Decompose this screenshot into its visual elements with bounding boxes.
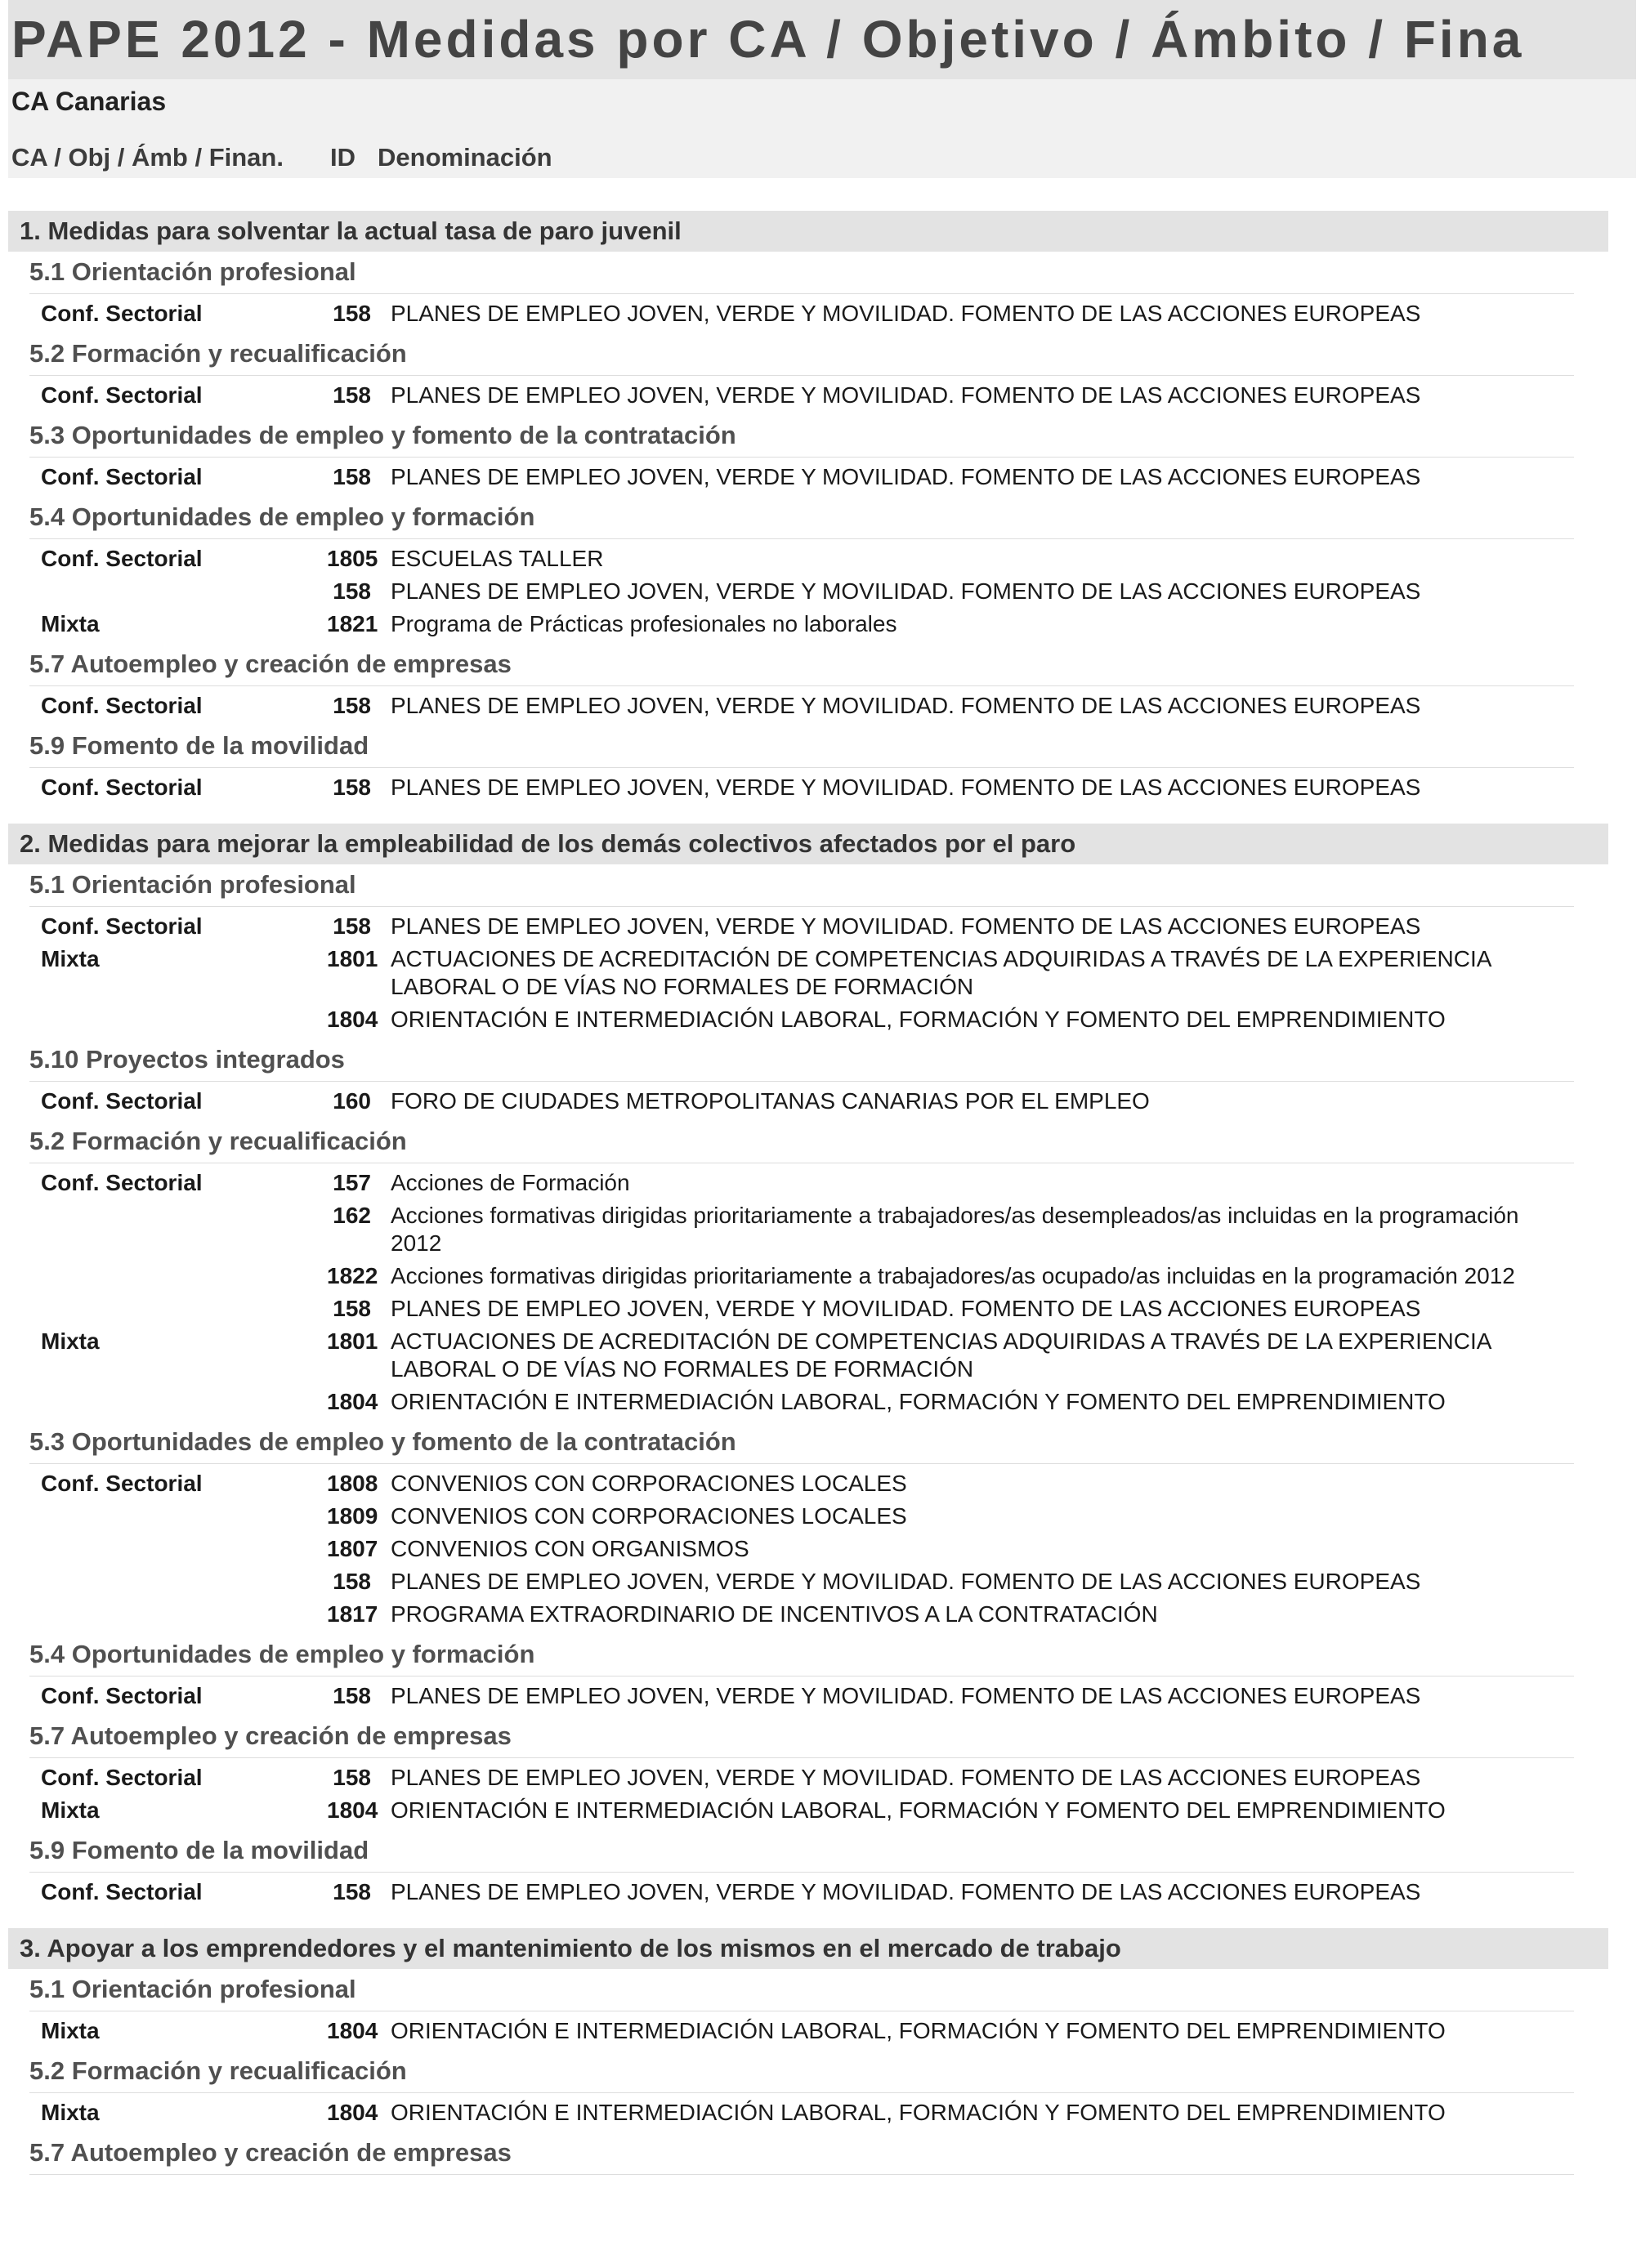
measure-row [0, 1565, 1641, 1598]
measure-row [0, 2096, 1641, 2129]
measure-id: 1807 [327, 1536, 378, 1561]
measure-id: 158 [333, 301, 371, 326]
measure-id: 1822 [327, 1263, 378, 1288]
measure-name: PLANES DE EMPLEO JOVEN, VERDE Y MOVILIDAD. FOMENTO DE LAS ACCIONES EUROPEAS [391, 301, 1421, 326]
measure-row [0, 910, 1641, 943]
measure-id: 158 [333, 1879, 371, 1904]
measure-id: 1804 [327, 1797, 378, 1823]
financing-type: Conf. Sectorial [41, 301, 203, 326]
measure-id: 1808 [327, 1471, 378, 1496]
measure-name: PLANES DE EMPLEO JOVEN, VERDE Y MOVILIDAD. FOMENTO DE LAS ACCIONES EUROPEAS [391, 1296, 1421, 1321]
measure-list [0, 1464, 1641, 1634]
financing-type: Mixta [41, 1328, 100, 1354]
measure-id: 158 [333, 1765, 371, 1790]
measure-name: PLANES DE EMPLEO JOVEN, VERDE Y MOVILIDAD. FOMENTO DE LAS ACCIONES EUROPEAS [391, 913, 1421, 939]
measure-list [0, 2093, 1641, 2132]
measure-row [0, 461, 1641, 493]
financing-type: Conf. Sectorial [41, 775, 203, 800]
financing-type [0, 1502, 327, 1530]
measure-name: PLANES DE EMPLEO JOVEN, VERDE Y MOVILIDAD. FOMENTO DE LAS ACCIONES EUROPEAS [391, 1683, 1421, 1708]
measure-row [0, 690, 1641, 722]
measure-row [0, 2015, 1641, 2047]
measure-id: 1804 [327, 1389, 378, 1414]
scope-title: 5.7 Autoempleo y creación de empresas [29, 1716, 1574, 1758]
financing-type [0, 1295, 327, 1323]
region-label: CA Canarias [11, 87, 167, 116]
financing-type [0, 1601, 327, 1628]
financing-type: Conf. Sectorial [41, 382, 203, 408]
measure-name: FORO DE CIUDADES METROPOLITANAS CANARIAS POR EL EMPLEO [391, 1088, 1150, 1114]
scope-title: 5.7 Autoempleo y creación de empresas [29, 644, 1574, 686]
scope-title: 5.3 Oportunidades de empleo y fomento de la contratación [29, 415, 1574, 458]
financing-type [0, 1006, 327, 1034]
measure-row [0, 297, 1641, 330]
measure-name: CONVENIOS CON CORPORACIONES LOCALES [391, 1471, 907, 1496]
measure-row [0, 379, 1641, 412]
column-header-group: CA / Obj / Ámb / Finan. [11, 143, 284, 172]
measure-name: Acciones de Formación [391, 1170, 630, 1195]
financing-type: Conf. Sectorial [41, 1088, 203, 1114]
measure-id: 1804 [327, 2100, 378, 2125]
measure-list [0, 1873, 1641, 1912]
measure-name: PLANES DE EMPLEO JOVEN, VERDE Y MOVILIDAD. FOMENTO DE LAS ACCIONES EUROPEAS [391, 1569, 1421, 1594]
financing-type: Mixta [41, 611, 100, 636]
measure-row [0, 1260, 1641, 1292]
measure-list [0, 907, 1641, 1039]
measure-list [0, 2011, 1641, 2051]
measure-name: ORIENTACIÓN E INTERMEDIACIÓN LABORAL, FORMACIÓN Y FOMENTO DEL EMPRENDIMIENTO [391, 1007, 1446, 1032]
measure-list [0, 1676, 1641, 1716]
measure-name: ACTUACIONES DE ACREDITACIÓN DE COMPETENCIAS ADQUIRIDAS A TRAVÉS DE LA EXPERIENCIA LABORAL O DE VÍAS NO FORMALES DE FORMACIÓN [391, 946, 1491, 999]
measure-name: Acciones formativas dirigidas prioritariamente a trabajadores/as desempleados/as incluidas en la programación 2012 [391, 1203, 1519, 1256]
measure-id: 1804 [327, 1007, 378, 1032]
financing-type [0, 578, 327, 605]
financing-type: Conf. Sectorial [41, 693, 203, 718]
measure-name: ORIENTACIÓN E INTERMEDIACIÓN LABORAL, FORMACIÓN Y FOMENTO DEL EMPRENDIMIENTO [391, 2018, 1446, 2043]
measure-id: 158 [333, 1683, 371, 1708]
measure-list [0, 458, 1641, 497]
measure-list [0, 1758, 1641, 1830]
measure-name: PLANES DE EMPLEO JOVEN, VERDE Y MOVILIDAD. FOMENTO DE LAS ACCIONES EUROPEAS [391, 775, 1421, 800]
measure-list [0, 1163, 1641, 1422]
measure-id: 1804 [327, 2018, 378, 2043]
measure-row [0, 1167, 1641, 1199]
financing-type [0, 1262, 327, 1290]
page-title: PAPE 2012 - Medidas por CA / Objetivo / Ámbito / Fina [11, 10, 1525, 69]
measure-row [0, 575, 1641, 608]
scope-title: 5.2 Formación y recualificación [29, 333, 1574, 376]
objective-section [0, 211, 1641, 807]
measure-name: PLANES DE EMPLEO JOVEN, VERDE Y MOVILIDAD. FOMENTO DE LAS ACCIONES EUROPEAS [391, 1765, 1421, 1790]
measure-name: ORIENTACIÓN E INTERMEDIACIÓN LABORAL, FORMACIÓN Y FOMENTO DEL EMPRENDIMIENTO [391, 1389, 1446, 1414]
measure-row [0, 608, 1641, 641]
measure-id: 1805 [327, 546, 378, 571]
measure-row [0, 1467, 1641, 1500]
measure-name: ORIENTACIÓN E INTERMEDIACIÓN LABORAL, FORMACIÓN Y FOMENTO DEL EMPRENDIMIENTO [391, 1797, 1446, 1823]
measure-id: 160 [333, 1088, 371, 1114]
report-body [0, 211, 1641, 2175]
measure-row [0, 1680, 1641, 1712]
scope-title: 5.4 Oportunidades de empleo y formación [29, 497, 1574, 539]
objective-title: 3. Apoyar a los emprendedores y el mantenimiento de los mismos en el mercado de trabajo [8, 1928, 1608, 1969]
measure-id: 158 [333, 578, 371, 604]
scope-title: 5.9 Fomento de la movilidad [29, 725, 1574, 768]
measure-row [0, 1325, 1641, 1386]
financing-type: Conf. Sectorial [41, 464, 203, 489]
measure-id: 157 [333, 1170, 371, 1195]
financing-type: Conf. Sectorial [41, 1471, 203, 1496]
financing-type: Conf. Sectorial [41, 1879, 203, 1904]
measure-name: ACTUACIONES DE ACREDITACIÓN DE COMPETENCIAS ADQUIRIDAS A TRAVÉS DE LA EXPERIENCIA LABORAL O DE VÍAS NO FORMALES DE FORMACIÓN [391, 1328, 1491, 1382]
measure-id: 1821 [327, 611, 378, 636]
measure-row [0, 1292, 1641, 1325]
measure-id: 162 [333, 1203, 371, 1228]
objective-title: 2. Medidas para mejorar la empleabilidad de los demás colectivos afectados por el paro [8, 824, 1608, 864]
financing-type [0, 1568, 327, 1596]
financing-type: Mixta [41, 2100, 100, 2125]
measure-id: 158 [333, 913, 371, 939]
measure-row [0, 771, 1641, 804]
financing-type [0, 1388, 327, 1416]
measure-id: 158 [333, 775, 371, 800]
scope-title: 5.1 Orientación profesional [29, 252, 1574, 294]
financing-type: Mixta [41, 2018, 100, 2043]
measure-id: 158 [333, 693, 371, 718]
measure-row [0, 1533, 1641, 1565]
measure-id: 158 [333, 1296, 371, 1321]
objective-section [0, 824, 1641, 1912]
scope-title: 5.2 Formación y recualificación [29, 1121, 1574, 1163]
measure-row [0, 1003, 1641, 1036]
scope-title: 5.1 Orientación profesional [29, 1969, 1574, 2011]
measure-name: Programa de Prácticas profesionales no laborales [391, 611, 897, 636]
financing-type: Conf. Sectorial [41, 913, 203, 939]
financing-type: Conf. Sectorial [41, 1765, 203, 1790]
measure-list [0, 686, 1641, 725]
scope-title: 5.7 Autoempleo y creación de empresas [29, 2132, 1574, 2175]
column-header-name: Denominación [378, 143, 552, 172]
measure-name: ORIENTACIÓN E INTERMEDIACIÓN LABORAL, FORMACIÓN Y FOMENTO DEL EMPRENDIMIENTO [391, 2100, 1446, 2125]
scope-title: 5.1 Orientación profesional [29, 864, 1574, 907]
measure-row [0, 1085, 1641, 1118]
measure-name: PLANES DE EMPLEO JOVEN, VERDE Y MOVILIDAD. FOMENTO DE LAS ACCIONES EUROPEAS [391, 382, 1421, 408]
scope-title: 5.9 Fomento de la movilidad [29, 1830, 1574, 1873]
objective-title: 1. Medidas para solventar la actual tasa de paro juvenil [8, 211, 1608, 252]
measure-row [0, 1794, 1641, 1827]
measure-name: Acciones formativas dirigidas prioritariamente a trabajadores/as ocupado/as incluidas en la programación 2012 [391, 1263, 1515, 1288]
measure-row [0, 542, 1641, 575]
financing-type [0, 1202, 327, 1257]
measure-id: 1809 [327, 1503, 378, 1529]
financing-type: Conf. Sectorial [41, 1683, 203, 1708]
measure-row [0, 1386, 1641, 1418]
financing-type: Conf. Sectorial [41, 546, 203, 571]
measure-list [0, 1082, 1641, 1121]
financing-type: Mixta [41, 1797, 100, 1823]
measure-row [0, 1761, 1641, 1794]
measure-id: 158 [333, 382, 371, 408]
measure-id: 158 [333, 464, 371, 489]
measure-name: PLANES DE EMPLEO JOVEN, VERDE Y MOVILIDAD. FOMENTO DE LAS ACCIONES EUROPEAS [391, 1879, 1421, 1904]
measure-name: PROGRAMA EXTRAORDINARIO DE INCENTIVOS A LA CONTRATACIÓN [391, 1601, 1158, 1627]
measure-id: 1801 [327, 946, 378, 971]
measure-row [0, 1199, 1641, 1260]
financing-type: Mixta [41, 946, 100, 971]
scope-title: 5.2 Formación y recualificación [29, 2051, 1574, 2093]
measure-name: PLANES DE EMPLEO JOVEN, VERDE Y MOVILIDAD. FOMENTO DE LAS ACCIONES EUROPEAS [391, 464, 1421, 489]
measure-list [0, 294, 1641, 333]
scope-title: 5.4 Oportunidades de empleo y formación [29, 1634, 1574, 1676]
objective-section [0, 1928, 1641, 2175]
scope-title: 5.10 Proyectos integrados [29, 1039, 1574, 1082]
measure-name: CONVENIOS CON ORGANISMOS [391, 1536, 749, 1561]
measure-name: ESCUELAS TALLER [391, 546, 604, 571]
measure-list [0, 376, 1641, 415]
measure-id: 1817 [327, 1601, 378, 1627]
measure-id: 158 [333, 1569, 371, 1594]
measure-list [0, 539, 1641, 644]
financing-type: Conf. Sectorial [41, 1170, 203, 1195]
measure-name: PLANES DE EMPLEO JOVEN, VERDE Y MOVILIDAD. FOMENTO DE LAS ACCIONES EUROPEAS [391, 693, 1421, 718]
measure-row [0, 943, 1641, 1003]
measure-row [0, 1598, 1641, 1631]
measure-name: PLANES DE EMPLEO JOVEN, VERDE Y MOVILIDAD. FOMENTO DE LAS ACCIONES EUROPEAS [391, 578, 1421, 604]
measure-row [0, 1500, 1641, 1533]
measure-list [0, 768, 1641, 807]
scope-title: 5.3 Oportunidades de empleo y fomento de la contratación [29, 1422, 1574, 1464]
column-header-id: ID [330, 143, 355, 172]
measure-row [0, 1876, 1641, 1909]
measure-name: CONVENIOS CON CORPORACIONES LOCALES [391, 1503, 907, 1529]
measure-id: 1801 [327, 1328, 378, 1354]
financing-type [0, 1535, 327, 1563]
